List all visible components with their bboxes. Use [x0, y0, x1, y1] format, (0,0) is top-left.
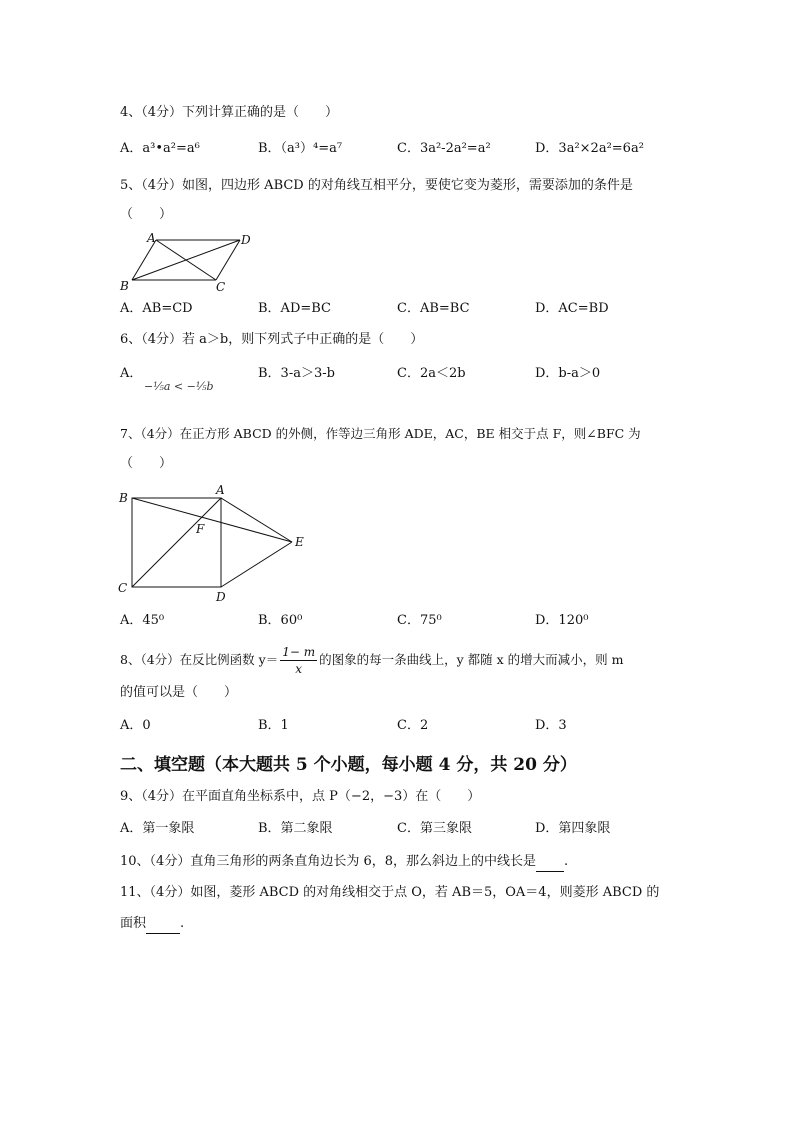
q6-option-a-math: −⅕a < −⅕b [144, 380, 214, 393]
q5-label-a: A [147, 231, 156, 245]
q5-paren: （ ） [120, 207, 173, 222]
q5-option-c: C．AB=BC [397, 301, 470, 316]
q8-fraction-denominator: x [295, 662, 303, 676]
q7-label-a: A [216, 483, 225, 497]
q7-stem: 7、（4分）在正方形 ABCD 的外侧，作等边三角形 ADE，AC，BE 相交于点 F，则∠BFC 为 [120, 426, 641, 441]
q7-square-triangle-figure [112, 480, 322, 608]
q9-stem: 9、（4分）在平面直角坐标系中，点 P（−2，−3）在（ ） [120, 789, 481, 804]
q5-label-b: B [120, 279, 129, 293]
q11-stem: 11、（4分）如图，菱形 ABCD 的对角线相交于点 O，若 AB＝5，OA＝4，则菱形 ABCD 的 [120, 885, 660, 900]
q9-option-b: B．第二象限 [258, 821, 333, 836]
q5-label-d: D [241, 233, 251, 247]
q11-line-2 [120, 915, 184, 934]
q8-option-b: B．1 [258, 718, 289, 733]
q8-stem-2: 的值可以是（ ） [120, 685, 238, 700]
q8-fraction [280, 644, 317, 677]
q9-option-a: A．第一象限 [120, 821, 195, 836]
q8-fraction-numerator: 1− m [282, 645, 316, 659]
q6-option-c: C．2a＜2b [397, 366, 466, 381]
q7-label-c: C [118, 581, 128, 595]
q7-option-a: A．45⁰ [120, 613, 165, 628]
q10-line [120, 853, 568, 872]
q11-stem-2: 面积 [120, 916, 147, 931]
q11-answer-blank[interactable] [146, 915, 180, 934]
q6-option-a: A． [120, 366, 143, 381]
q5-label-c: C [216, 280, 226, 294]
q4-option-d: D．3a²×2a²=6a² [535, 141, 644, 156]
q8-stem-post: 的图象的每一条曲线上，y 都随 x 的增大而减小，则 m [319, 652, 624, 667]
q7-label-e: E [295, 535, 304, 549]
q7-option-b: B．60⁰ [258, 613, 303, 628]
q4-option-b: B．（a³）⁴=a⁷ [258, 141, 343, 156]
q9-option-c: C．第三象限 [397, 821, 472, 836]
q4-option-c: C．3a²-2a²=a² [397, 141, 491, 156]
q11-end: . [180, 916, 185, 931]
section-2-heading: 二、填空题（本大题共 5 个小题，每小题 4 分，共 20 分） [120, 755, 577, 775]
q5-option-d: D．AC=BD [535, 301, 609, 316]
q7-option-d: D．120⁰ [535, 613, 589, 628]
q9-option-d: D．第四象限 [535, 821, 611, 836]
q7-label-d: D [216, 590, 226, 604]
q8-option-d: D．3 [535, 718, 567, 733]
q7-option-c: C．75⁰ [397, 613, 442, 628]
q10-stem: 10、（4分）直角三角形的两条直角边长为 6，8，那么斜边上的中线长是 [120, 854, 536, 869]
q10-end: . [564, 854, 569, 869]
q5-option-a: A．AB=CD [120, 301, 193, 316]
q8-stem-line [120, 642, 623, 678]
q5-parallelogram-figure [112, 228, 262, 294]
q4-stem: 4、（4分）下列计算正确的是（ ） [120, 105, 339, 120]
q6-stem: 6、（4分）若 a＞b，则下列式子中正确的是（ ） [120, 332, 424, 347]
q10-answer-blank[interactable] [536, 853, 564, 872]
q5-option-b: B．AD=BC [258, 301, 331, 316]
q8-stem-pre: 8、（4分）在反比例函数 y＝ [120, 652, 279, 667]
q4-option-a: A．a³•a²=a⁶ [120, 141, 200, 156]
q7-label-b: B [119, 491, 128, 505]
q8-option-a: A．0 [120, 718, 151, 733]
q6-option-b: B．3-a＞3-b [258, 366, 335, 381]
q6-option-d: D．b-a＞0 [535, 366, 601, 381]
q5-stem: 5、（4分）如图，四边形 ABCD 的对角线互相平分，要使它变为菱形，需要添加的条件是 [120, 178, 633, 193]
q7-label-f: F [196, 522, 205, 536]
q7-paren: （ ） [120, 456, 173, 471]
q8-option-c: C．2 [397, 718, 429, 733]
